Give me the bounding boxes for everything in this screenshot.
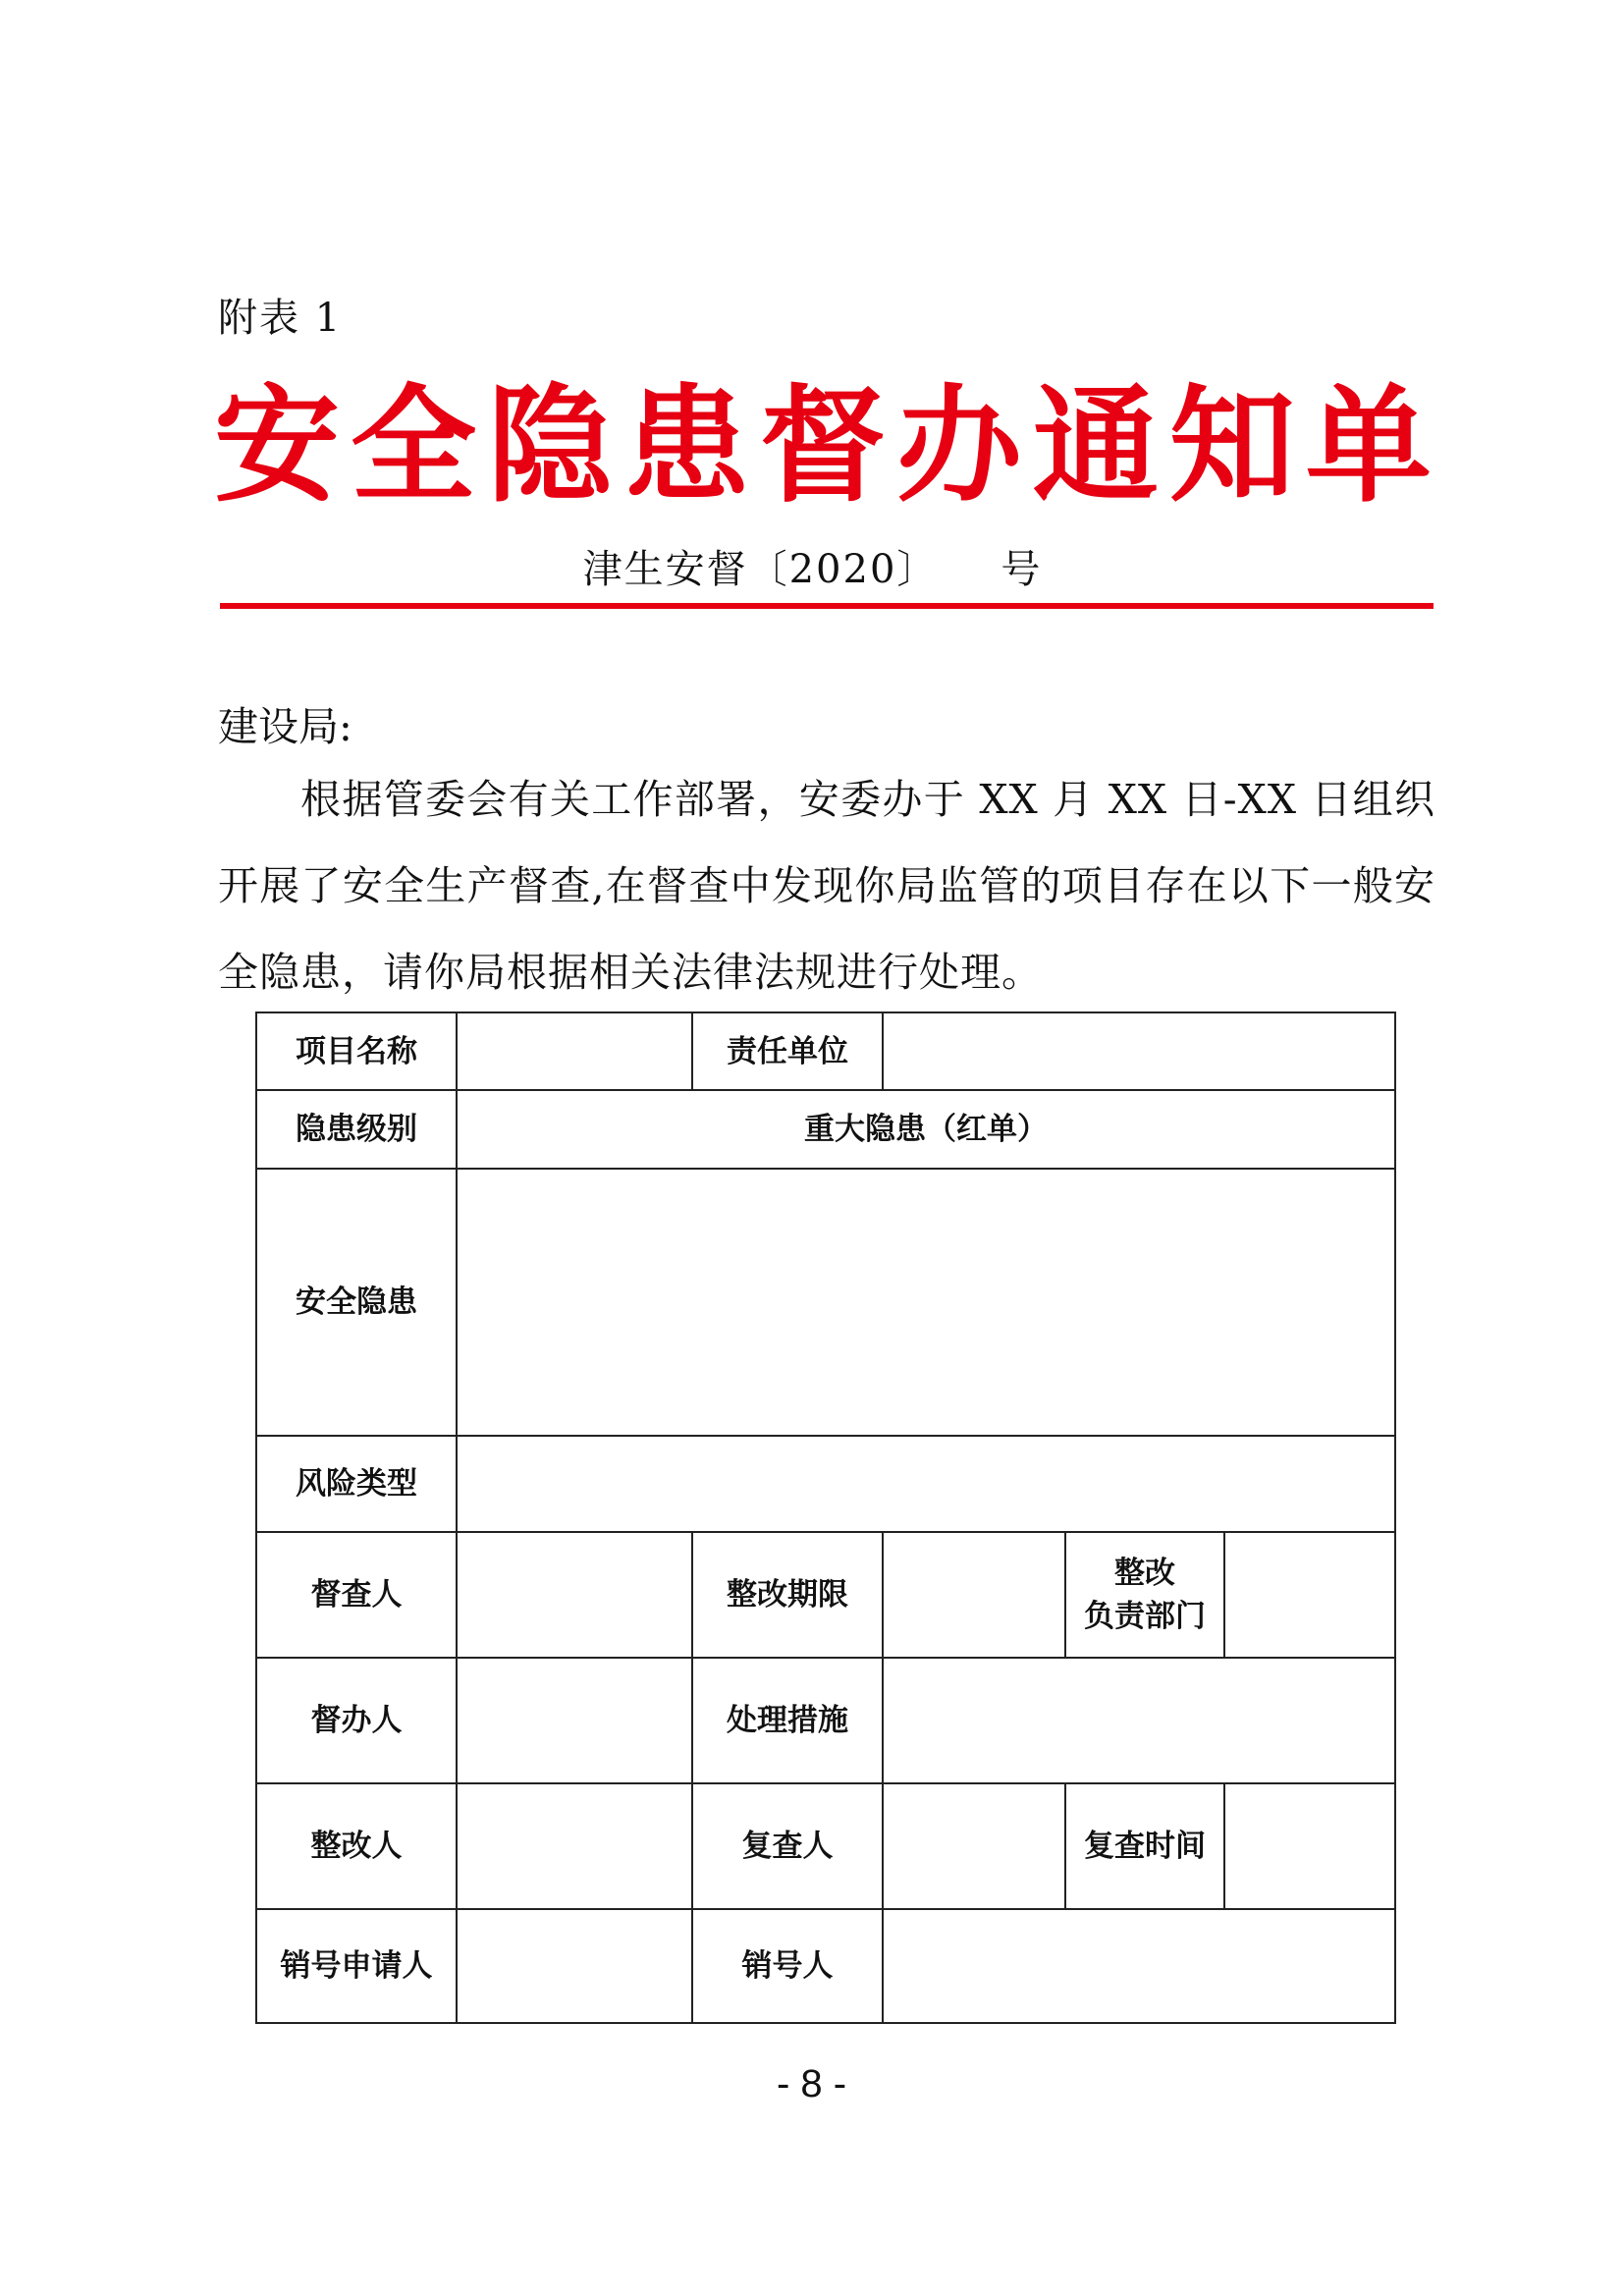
attachment-label: 附表 1 bbox=[218, 296, 343, 341]
red-divider bbox=[220, 603, 1434, 609]
safety-hazard-label: 安全隐患 bbox=[256, 1169, 457, 1436]
measures-value[interactable] bbox=[883, 1658, 1395, 1783]
risk-type-value[interactable] bbox=[457, 1436, 1395, 1532]
project-name-value[interactable] bbox=[457, 1012, 692, 1090]
reinspector-label: 复查人 bbox=[692, 1783, 883, 1909]
rectifier-label: 整改人 bbox=[256, 1783, 457, 1909]
document-number bbox=[0, 538, 1623, 594]
title-char: 通 bbox=[1032, 373, 1159, 519]
page-number: - 8 - bbox=[776, 2062, 847, 2105]
risk-type-label: 风险类型 bbox=[256, 1436, 457, 1532]
canceller-value[interactable] bbox=[883, 1909, 1395, 2023]
hazard-level-value[interactable]: 重大隐患（红单） bbox=[457, 1090, 1395, 1169]
title-char: 督 bbox=[759, 373, 886, 519]
rectify-deadline-value[interactable] bbox=[883, 1532, 1065, 1658]
title-char: 安 bbox=[214, 373, 341, 519]
measures-label: 处理措施 bbox=[692, 1658, 883, 1783]
title-char: 患 bbox=[622, 373, 749, 519]
document-title bbox=[214, 373, 1432, 520]
inspector-label: 督查人 bbox=[256, 1532, 457, 1658]
reinspect-time-label: 复查时间 bbox=[1065, 1783, 1224, 1909]
safety-hazard-value[interactable] bbox=[457, 1169, 1395, 1436]
canceller-label: 销号人 bbox=[692, 1909, 883, 2023]
cancel-applicant-label: 销号申请人 bbox=[256, 1909, 457, 2023]
document-number-prefix: 津生安督〔2020〕 bbox=[582, 547, 939, 592]
inspector-value[interactable] bbox=[457, 1532, 692, 1658]
title-char: 隐 bbox=[486, 373, 613, 519]
rectify-dept-label-line1: 整改 bbox=[1114, 1556, 1175, 1591]
document-number-suffix: 号 bbox=[1001, 547, 1041, 592]
title-char: 办 bbox=[895, 373, 1022, 519]
title-char: 全 bbox=[350, 373, 476, 519]
responsible-unit-value[interactable] bbox=[883, 1012, 1395, 1090]
rectify-deadline-label: 整改期限 bbox=[692, 1532, 883, 1658]
hazard-form bbox=[255, 1011, 1396, 2024]
hazard-level-label: 隐患级别 bbox=[256, 1090, 457, 1169]
letter-body: 根据管委会有关工作部署，安委办于 XX 月 XX 日-XX 日组织开展了安全生产督查,在督查中发现你局监管的项目存在以下一般安全隐患，请你局根据相关法律法规进行处理。 bbox=[218, 776, 1435, 996]
rectify-dept-value[interactable] bbox=[1224, 1532, 1395, 1658]
recipient: 建设局: bbox=[218, 703, 352, 750]
cancel-applicant-value[interactable] bbox=[457, 1909, 692, 2023]
supervisor-label: 督办人 bbox=[256, 1658, 457, 1783]
title-char: 单 bbox=[1305, 373, 1432, 519]
rectify-dept-label bbox=[1065, 1532, 1224, 1658]
rectify-dept-label-line2: 负责部门 bbox=[1084, 1599, 1206, 1634]
reinspect-time-value[interactable] bbox=[1224, 1783, 1395, 1909]
supervisor-value[interactable] bbox=[457, 1658, 692, 1783]
title-char: 知 bbox=[1168, 373, 1295, 519]
project-name-label: 项目名称 bbox=[256, 1012, 457, 1090]
rectifier-value[interactable] bbox=[457, 1783, 692, 1909]
reinspector-value[interactable] bbox=[883, 1783, 1065, 1909]
responsible-unit-label: 责任单位 bbox=[692, 1012, 883, 1090]
